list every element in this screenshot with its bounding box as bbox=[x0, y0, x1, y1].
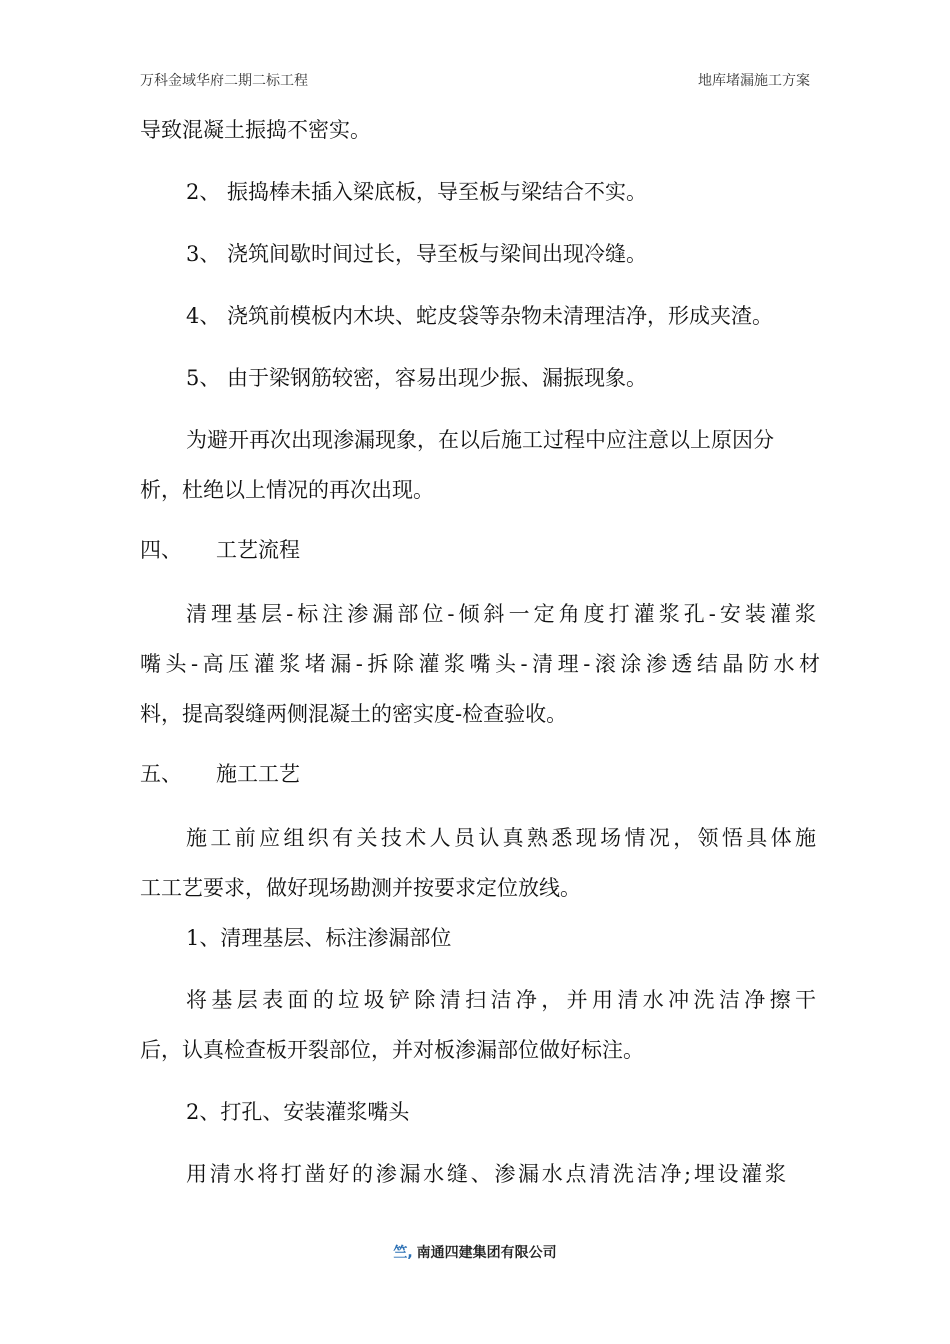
paragraph-line: 用清水将打凿好的渗漏水缝、渗漏水点清洗洁净;埋设灌浆 bbox=[186, 1162, 786, 1186]
list-item-5: 5、 由于梁钢筋较密，容易出现少振、漏振现象。 bbox=[186, 366, 648, 390]
paragraph-line: 为避开再次出现渗漏现象，在以后施工过程中应注意以上原因分 bbox=[186, 428, 774, 452]
company-name: 南通四建集团有限公司 bbox=[416, 1245, 557, 1261]
paragraph-line: 将基层表面的垃圾铲除清扫洁净，并用清水冲洗洁净擦干 bbox=[186, 988, 816, 1012]
subsection-2-title: 2、打孔、安装灌浆嘴头 bbox=[186, 1100, 410, 1124]
paragraph-line: 料，提高裂缝两侧混凝土的密实度-检查验收。 bbox=[140, 702, 568, 726]
paragraph-line: 工工艺要求，做好现场勘测并按要求定位放线。 bbox=[140, 876, 581, 900]
paragraph-line: 后，认真检查板开裂部位，并对板渗漏部位做好标注。 bbox=[140, 1038, 644, 1062]
paragraph-line: 清理基层-标注渗漏部位-倾斜一定角度打灌浆孔-安装灌浆 bbox=[186, 602, 816, 626]
section-5-title: 施工工艺 bbox=[216, 762, 300, 786]
list-item-3: 3、 浇筑间歇时间过长，导至板与梁间出现冷缝。 bbox=[186, 242, 648, 266]
header-divider bbox=[140, 96, 810, 97]
section-4-title: 工艺流程 bbox=[216, 538, 300, 562]
header-document-title: 地库堵漏施工方案 bbox=[698, 73, 810, 89]
section-4-number: 四、 bbox=[140, 538, 182, 562]
paragraph-line: 施工前应组织有关技术人员认真熟悉现场情况，领悟具体施 bbox=[186, 826, 816, 850]
footer bbox=[0, 1242, 950, 1262]
section-5-number: 五、 bbox=[140, 762, 182, 786]
list-item-4: 4、 浇筑前模板内木块、蛇皮袋等杂物未清理洁净，形成夹渣。 bbox=[186, 304, 774, 328]
paragraph-line: 析，杜绝以上情况的再次出现。 bbox=[140, 478, 434, 502]
paragraph-line: 导致混凝土振捣不密实。 bbox=[140, 118, 371, 142]
list-item-2: 2、 振捣棒未插入梁底板，导至板与梁结合不实。 bbox=[186, 180, 648, 204]
company-logo: 竺, bbox=[393, 1245, 413, 1261]
subsection-1-title: 1、清理基层、标注渗漏部位 bbox=[186, 926, 452, 950]
paragraph-line: 嘴头-高压灌浆堵漏-拆除灌浆嘴头-清理-滚涂渗透结晶防水材 bbox=[140, 652, 820, 676]
header-project-name: 万科金域华府二期二标工程 bbox=[140, 73, 308, 89]
